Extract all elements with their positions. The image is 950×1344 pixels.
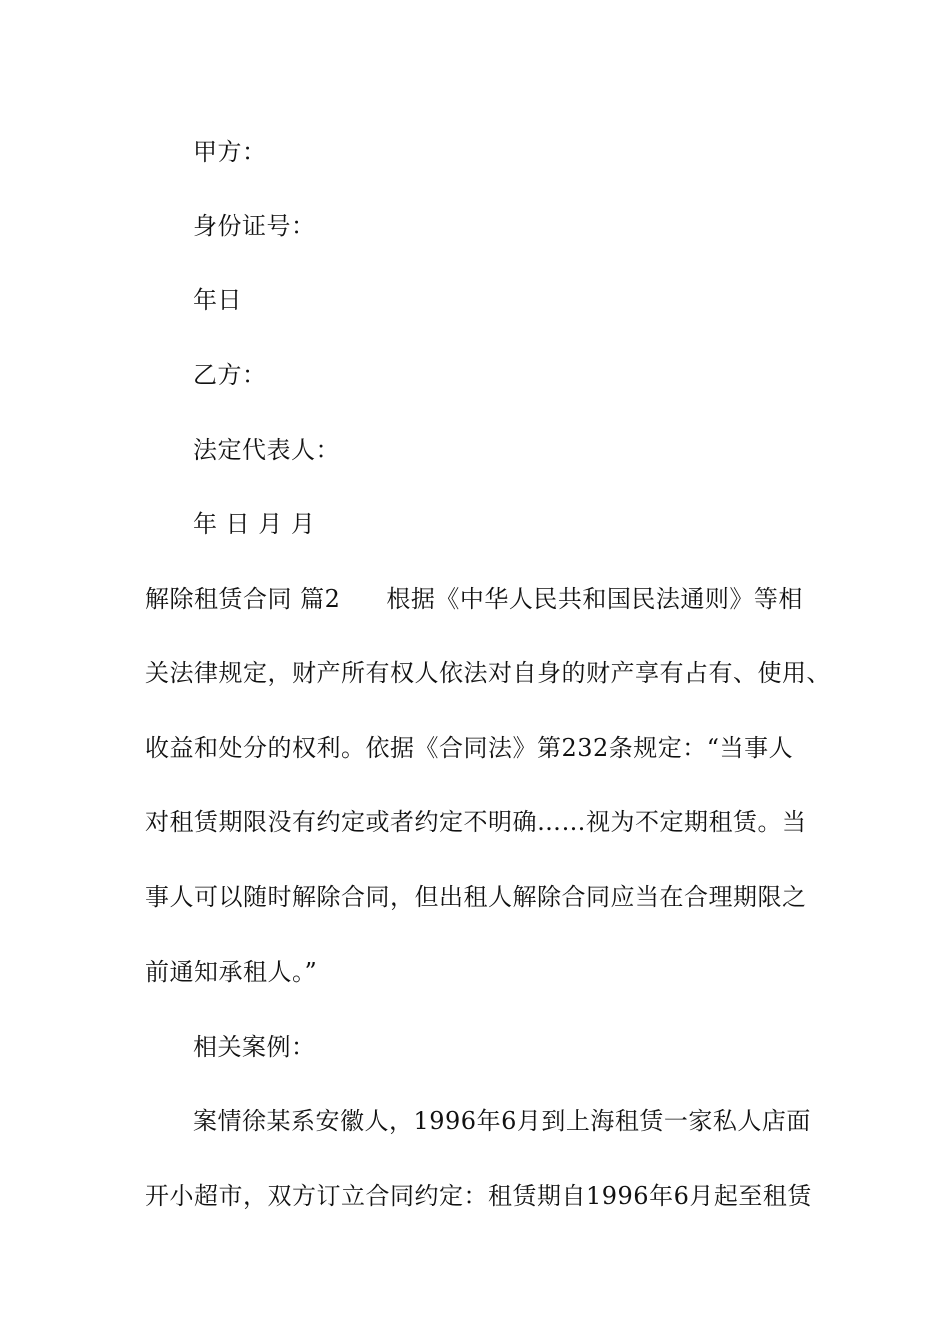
case-paragraph-line: 开小超市，双方订立合同约定：租赁期自1996年6月起至租赁 (145, 1182, 812, 1210)
section-2-first-line (145, 583, 825, 615)
date-b-label: 年 日 月 月 (193, 510, 316, 538)
party-a-label: 甲方： (193, 138, 267, 166)
paragraph-line: 对租赁期限没有约定或者约定不明确……视为不定期租赁。当 (145, 808, 807, 836)
related-cases-heading: 相关案例： (193, 1033, 316, 1061)
section-heading: 解除租赁合同 篇2 (145, 585, 341, 613)
id-number-label: 身份证号： (193, 212, 316, 240)
party-b-label: 乙方： (193, 361, 267, 389)
paragraph-line: 收益和处分的权利。依据《合同法》第232条规定：“当事人 (145, 734, 794, 762)
case-paragraph-line: 案情徐某系安徽人，1996年6月到上海租赁一家私人店面 (193, 1107, 811, 1135)
paragraph-line: 关法律规定，财产所有权人依法对自身的财产享有占有、使用、 (145, 659, 831, 687)
paragraph-line: 根据《中华人民共和国民法通则》等相 (386, 585, 803, 613)
paragraph-line: 事人可以随时解除合同，但出租人解除合同应当在合理期限之 (145, 883, 807, 911)
date-a-label: 年日 (193, 286, 242, 314)
legal-representative-label: 法定代表人： (193, 436, 340, 464)
paragraph-line: 前通知承租人。” (145, 958, 318, 986)
